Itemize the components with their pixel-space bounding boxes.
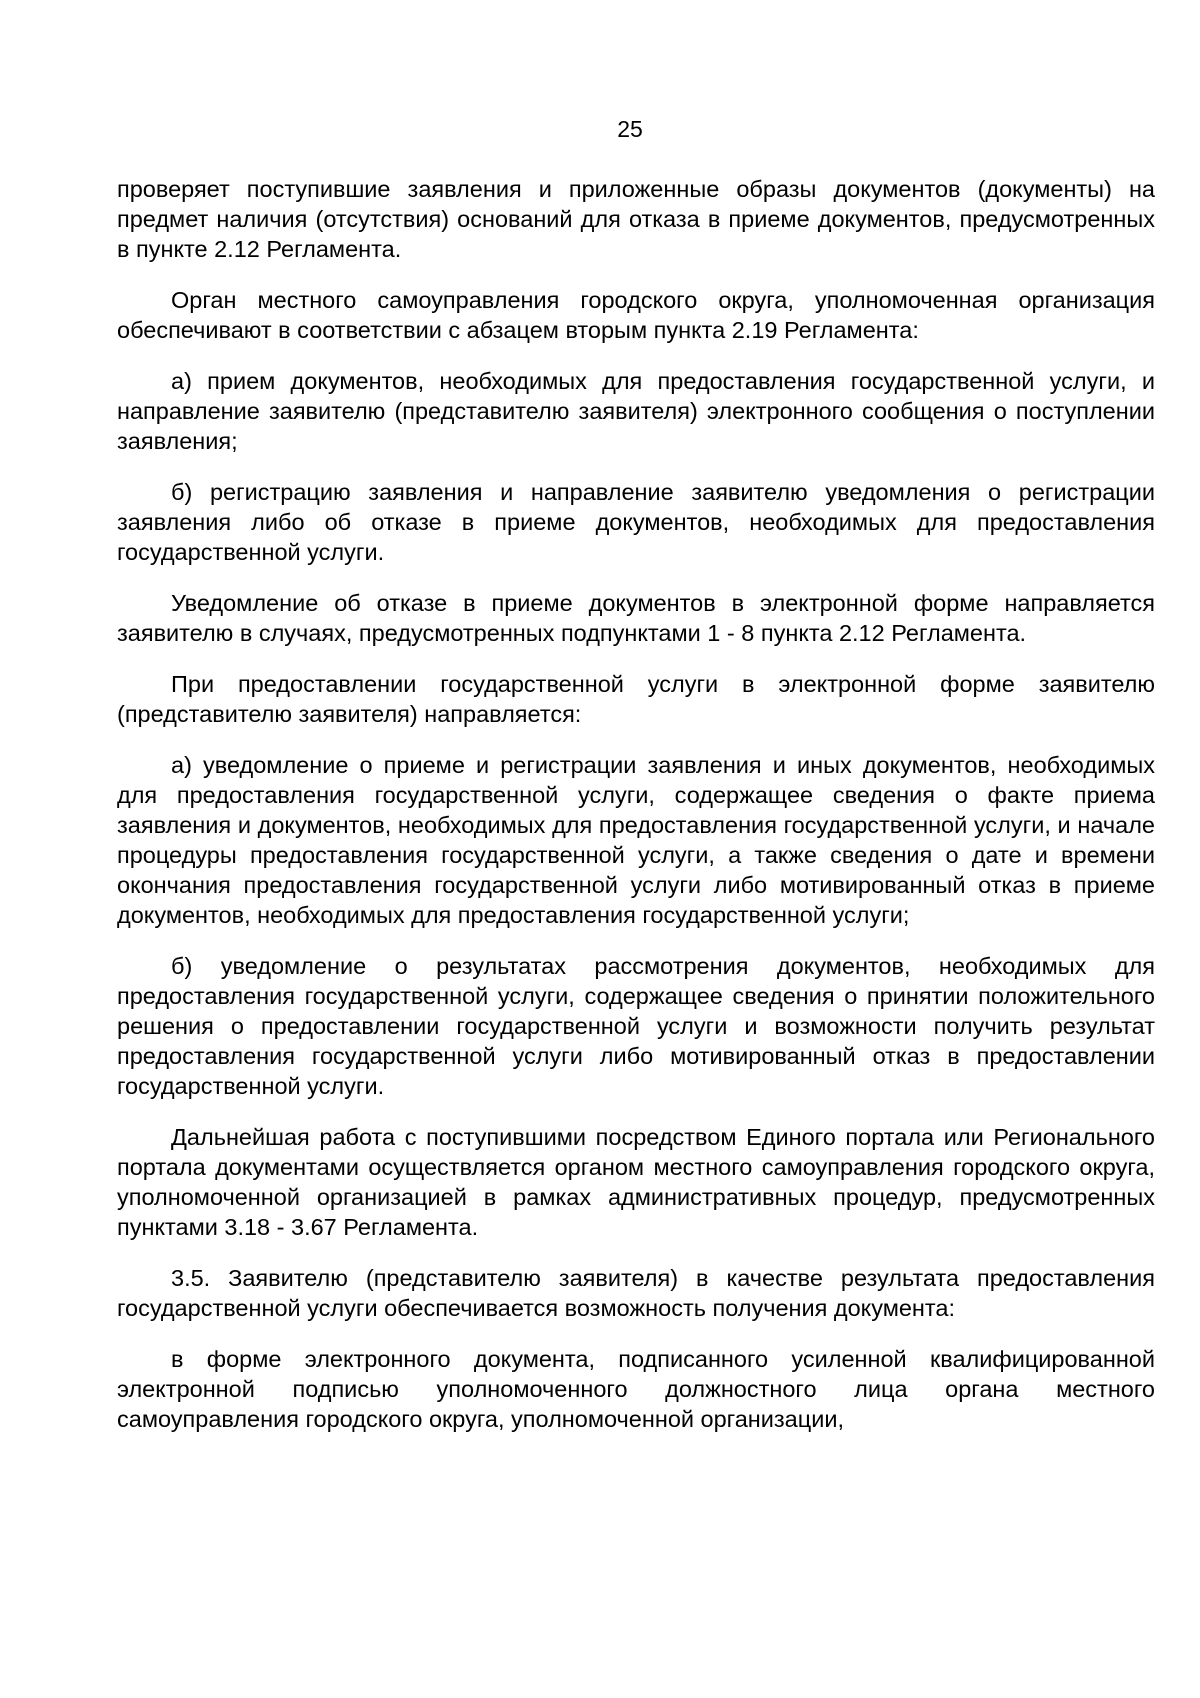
paragraph: При предоставлении государственной услуги в электронной форме заявителю (представителю заявителя) направляется: bbox=[117, 671, 1155, 727]
paragraph: Дальнейшая работа с поступившими посредством Единого портала или Регионального портала документами осуществляется органом местного самоуправления городского округа, уполномоченной организацией в рамках административных процедур, предусмотренных пунктами 3.18 - 3.67 Регламента. bbox=[117, 1124, 1155, 1240]
paragraph: б) уведомление о результатах рассмотрения документов, необходимых для предоставления государственной услуги, содержащее сведения о принятии положительного решения о предоставлении государственной услуги и возможности получить результат предоставления государственной услуги либо мотивированный отказ в предоставлении государственной услуги. bbox=[117, 953, 1155, 1099]
paragraph: а) уведомление о приеме и регистрации заявления и иных документов, необходимых для предоставления государственной услуги, содержащее сведения о факте приема заявления и документов, необходимых для предоставления государственной услуги, и начале процедуры предоставления государственной услуги, а также сведения о дате и времени окончания предоставления государственной услуги либо мотивированный отказ в приеме документов, необходимых для предоставления государственной услуги; bbox=[117, 752, 1155, 928]
paragraph: Уведомление об отказе в приеме документов в электронной форме направляется заявителю в случаях, предусмотренных подпунктами 1 - 8 пункта 2.12 Регламента. bbox=[117, 590, 1155, 646]
document-body bbox=[117, 174, 1155, 1455]
paragraph: проверяет поступившие заявления и приложенные образы документов (документы) на предмет наличия (отсутствия) оснований для отказа в приеме документов, предусмотренных в пункте 2.12 Регламента. bbox=[117, 176, 1155, 262]
paragraph: в форме электронного документа, подписанного усиленной квалифицированной электронной подписью уполномоченного должностного лица органа местного самоуправления городского округа, уполномоченной организации, bbox=[117, 1346, 1155, 1432]
paragraph: 3.5. Заявителю (представителю заявителя) в качестве результата предоставления государственной услуги обеспечивается возможность получения документа: bbox=[117, 1265, 1155, 1321]
paragraph: б) регистрацию заявления и направление заявителю уведомления о регистрации заявления либо об отказе в приеме документов, необходимых для предоставления государственной услуги. bbox=[117, 479, 1155, 565]
paragraph: а) прием документов, необходимых для предоставления государственной услуги, и направление заявителю (представителю заявителя) электронного сообщения о поступлении заявления; bbox=[117, 368, 1155, 454]
paragraph: Орган местного самоуправления городского округа, уполномоченная организация обеспечивают в соответствии с абзацем вторым пункта 2.19 Регламента: bbox=[117, 287, 1155, 343]
page-number: 25 bbox=[617, 116, 643, 142]
